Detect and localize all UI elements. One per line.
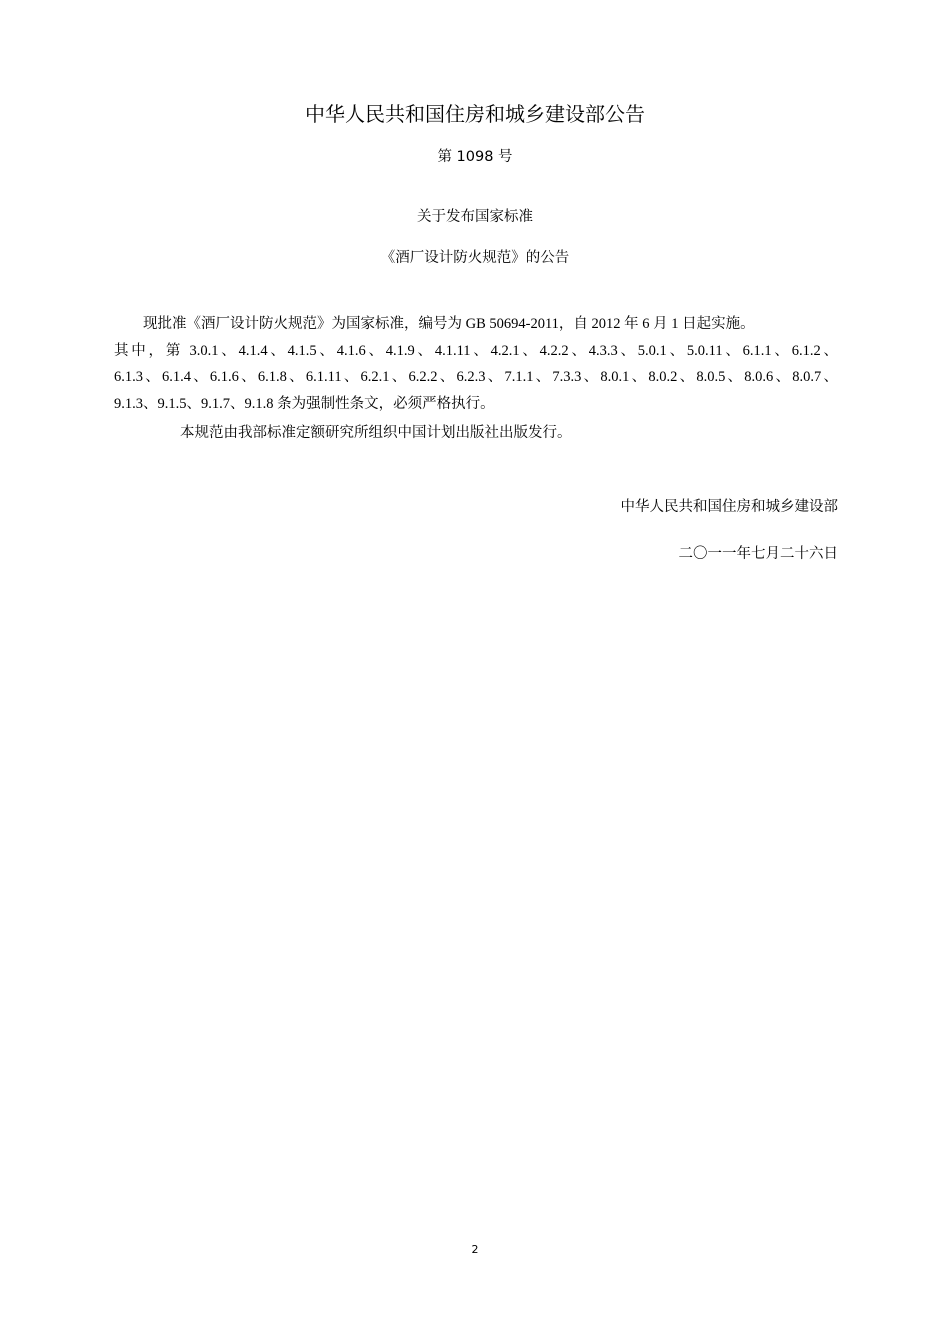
- body-line: 9.1.3、9.1.5、9.1.7、9.1.8 条为强制性条文，必须严格执行。: [114, 395, 495, 412]
- body-paragraph-1: [114, 311, 838, 417]
- signature-organization: 中华人民共和国住房和城乡建设部: [620, 499, 838, 515]
- signature-date: 二〇一一年七月二十六日: [678, 546, 838, 562]
- subject-line-2: 《酒厂设计防火规范》的公告: [380, 250, 570, 266]
- subject-line-1: 关于发布国家标准: [417, 209, 533, 225]
- body-line: 其中，第 3.0.1、4.1.4、4.1.5、4.1.6、4.1.9、4.1.11、4.2.1、4.2.2、4.3.3、5.0.1、5.0.11、6.1.1、6.1.2、: [114, 342, 838, 359]
- page-number: 2: [471, 1243, 479, 1256]
- body-line: 本规范由我部标准定额研究所组织中国计划出版社出版发行。: [180, 425, 572, 441]
- announcement-number: 第 1098 号: [437, 149, 513, 165]
- body-line: 现批准《酒厂设计防火规范》为国家标准，编号为 GB 50694-2011，自 2012 年 6 月 1 日起实施。: [143, 316, 755, 332]
- body-line: 6.1.3、6.1.4、6.1.6、6.1.8、6.1.11、6.2.1、6.2.2、6.2.3、7.1.1、7.3.3、8.0.1、8.0.2、8.0.5、8.0.6、8.0.7、: [114, 369, 838, 385]
- announcement-title: 中华人民共和国住房和城乡建设部公告: [305, 102, 645, 126]
- body-paragraph-2: [114, 420, 838, 447]
